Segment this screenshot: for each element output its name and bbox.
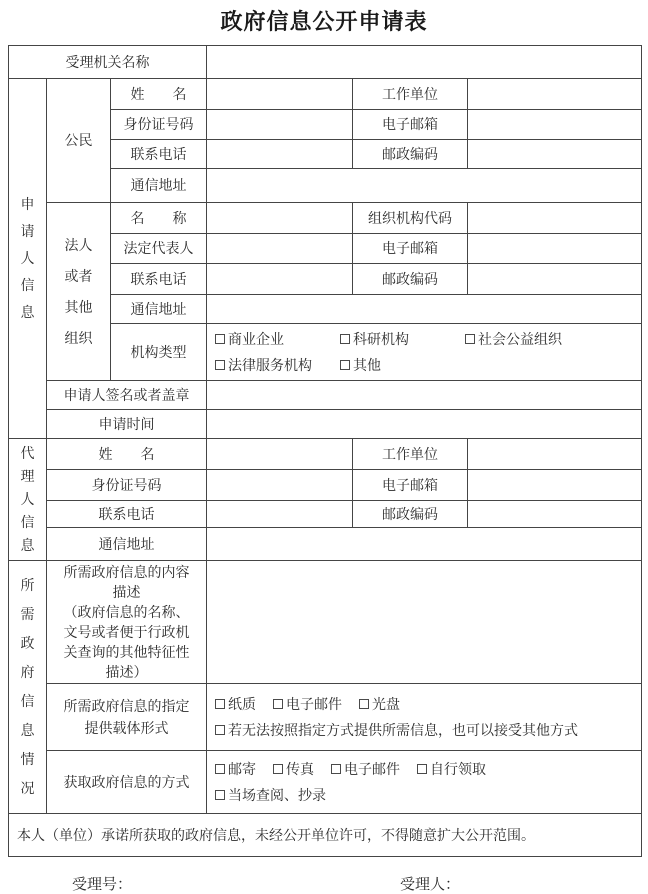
citizen-name-value[interactable] bbox=[207, 79, 353, 110]
checkbox-icon bbox=[273, 699, 283, 709]
org-name-label: 名 称 bbox=[111, 203, 207, 234]
citizen-email-value[interactable] bbox=[468, 110, 642, 140]
citizen-address-value[interactable] bbox=[207, 169, 642, 203]
checkbox-option[interactable]: 纸质 bbox=[215, 695, 256, 714]
apply-time-label: 申请时间 bbox=[47, 410, 207, 439]
checkbox-icon bbox=[215, 699, 225, 709]
checkbox-icon bbox=[215, 764, 225, 774]
citizen-postal-label: 邮政编码 bbox=[353, 140, 468, 169]
receipt-number-label: 受理号： bbox=[72, 876, 133, 893]
info-description-label-line1: 所需政府信息的内容描述 bbox=[63, 564, 190, 600]
org-type-options-line1 bbox=[215, 330, 633, 349]
agent-work-unit-value[interactable] bbox=[468, 439, 642, 470]
apply-time-value[interactable] bbox=[207, 410, 642, 439]
checkbox-icon bbox=[215, 725, 225, 735]
checkbox-icon bbox=[273, 764, 283, 774]
obtain-options-line2 bbox=[215, 786, 633, 805]
page-title: 政府信息公开申请表 bbox=[220, 9, 428, 34]
agent-address-value[interactable] bbox=[207, 528, 642, 561]
org-code-value[interactable] bbox=[468, 203, 642, 234]
citizen-work-unit-value[interactable] bbox=[468, 79, 642, 110]
org-phone-label: 联系电话 bbox=[111, 264, 207, 295]
checkbox-icon bbox=[215, 360, 225, 370]
citizen-name-label: 姓 名 bbox=[111, 79, 207, 110]
form-footer bbox=[0, 873, 648, 894]
citizen-phone-value[interactable] bbox=[207, 140, 353, 169]
checkbox-option[interactable]: 电子邮件 bbox=[331, 760, 400, 779]
org-legal-rep-label: 法定代表人 bbox=[111, 234, 207, 264]
org-type-options-cell bbox=[207, 324, 642, 381]
org-postal-label: 邮政编码 bbox=[353, 264, 468, 295]
agent-id-value[interactable] bbox=[207, 470, 353, 501]
receiver-label: 受理人： bbox=[400, 876, 461, 893]
agent-postal-value[interactable] bbox=[468, 501, 642, 528]
org-address-label: 通信地址 bbox=[111, 295, 207, 324]
checkbox-option[interactable]: 社会公益组织 bbox=[465, 330, 562, 349]
checkbox-icon bbox=[465, 334, 475, 344]
agent-address-label: 通信地址 bbox=[47, 528, 207, 561]
obtain-method-label: 获取政府信息的方式 bbox=[47, 751, 207, 814]
checkbox-icon bbox=[215, 334, 225, 344]
checkbox-option[interactable]: 商业企业 bbox=[215, 330, 284, 349]
checkbox-icon bbox=[215, 790, 225, 800]
org-address-value[interactable] bbox=[207, 295, 642, 324]
info-description-value[interactable] bbox=[207, 561, 642, 684]
info-section-label: 所需政府信息情况 bbox=[9, 561, 47, 814]
agent-section-label: 代理人信息 bbox=[9, 439, 47, 561]
citizen-id-label: 身份证号码 bbox=[111, 110, 207, 140]
checkbox-option[interactable]: 自行领取 bbox=[417, 760, 486, 779]
org-email-value[interactable] bbox=[468, 234, 642, 264]
citizen-address-label: 通信地址 bbox=[111, 169, 207, 203]
checkbox-option[interactable]: 若无法按照指定方式提供所需信息，也可以接受其他方式 bbox=[215, 721, 578, 740]
checkbox-icon bbox=[340, 334, 350, 344]
checkbox-icon bbox=[331, 764, 341, 774]
applicant-section-label: 申请人信息 bbox=[9, 79, 47, 439]
applicant-signature-label: 申请人签名或者盖章 bbox=[47, 381, 207, 410]
carrier-options-cell bbox=[207, 684, 642, 751]
checkbox-option[interactable]: 科研机构 bbox=[340, 330, 409, 349]
checkbox-option[interactable]: 当场查阅、抄录 bbox=[215, 786, 326, 805]
org-postal-value[interactable] bbox=[468, 264, 642, 295]
citizen-id-value[interactable] bbox=[207, 110, 353, 140]
org-type-label: 机构类型 bbox=[111, 324, 207, 381]
checkbox-icon bbox=[359, 699, 369, 709]
info-description-label bbox=[47, 561, 207, 684]
checkbox-option[interactable]: 法律服务机构 bbox=[215, 356, 312, 375]
citizen-phone-label: 联系电话 bbox=[111, 140, 207, 169]
agent-id-label: 身份证号码 bbox=[47, 470, 207, 501]
org-type-options-line2 bbox=[215, 356, 633, 375]
citizen-work-unit-label: 工作单位 bbox=[353, 79, 468, 110]
accepting-org-value[interactable] bbox=[207, 46, 642, 79]
agent-name-label: 姓 名 bbox=[47, 439, 207, 470]
checkbox-option[interactable]: 邮寄 bbox=[215, 760, 256, 779]
checkbox-option[interactable]: 传真 bbox=[273, 760, 314, 779]
checkbox-option[interactable]: 电子邮件 bbox=[273, 695, 342, 714]
carrier-options-line1 bbox=[215, 695, 633, 714]
org-name-value[interactable] bbox=[207, 203, 353, 234]
org-phone-value[interactable] bbox=[207, 264, 353, 295]
accepting-org-label: 受理机关名称 bbox=[9, 46, 207, 79]
agent-email-value[interactable] bbox=[468, 470, 642, 501]
checkbox-option[interactable]: 光盘 bbox=[359, 695, 400, 714]
carrier-options-line2 bbox=[215, 721, 633, 740]
agent-postal-label: 邮政编码 bbox=[353, 501, 468, 528]
obtain-options-line1 bbox=[215, 760, 633, 779]
agent-email-label: 电子邮箱 bbox=[353, 470, 468, 501]
agent-phone-label: 联系电话 bbox=[47, 501, 207, 528]
application-form-page bbox=[0, 9, 648, 893]
agent-work-unit-label: 工作单位 bbox=[353, 439, 468, 470]
checkbox-icon bbox=[340, 360, 350, 370]
citizen-postal-value[interactable] bbox=[468, 140, 642, 169]
org-legal-rep-value[interactable] bbox=[207, 234, 353, 264]
agent-phone-value[interactable] bbox=[207, 501, 353, 528]
org-code-label: 组织机构代码 bbox=[353, 203, 468, 234]
checkbox-icon bbox=[417, 764, 427, 774]
obtain-options-cell bbox=[207, 751, 642, 814]
organization-group-label: 法人或者其他组织 bbox=[47, 203, 111, 381]
application-form-table bbox=[8, 45, 642, 857]
org-email-label: 电子邮箱 bbox=[353, 234, 468, 264]
applicant-signature-value[interactable] bbox=[207, 381, 642, 410]
citizen-group-label: 公民 bbox=[47, 79, 111, 203]
pledge-statement: 本人（单位）承诺所获取的政府信息，未经公开单位许可，不得随意扩大公开范围。 bbox=[9, 814, 642, 857]
checkbox-option[interactable]: 其他 bbox=[340, 356, 381, 375]
citizen-email-label: 电子邮箱 bbox=[353, 110, 468, 140]
agent-name-value[interactable] bbox=[207, 439, 353, 470]
carrier-form-label: 所需政府信息的指定提供载体形式 bbox=[47, 684, 207, 751]
info-description-label-line2: （政府信息的名称、文号或者便于行政机关查询的其他特征性描述） bbox=[63, 604, 190, 680]
